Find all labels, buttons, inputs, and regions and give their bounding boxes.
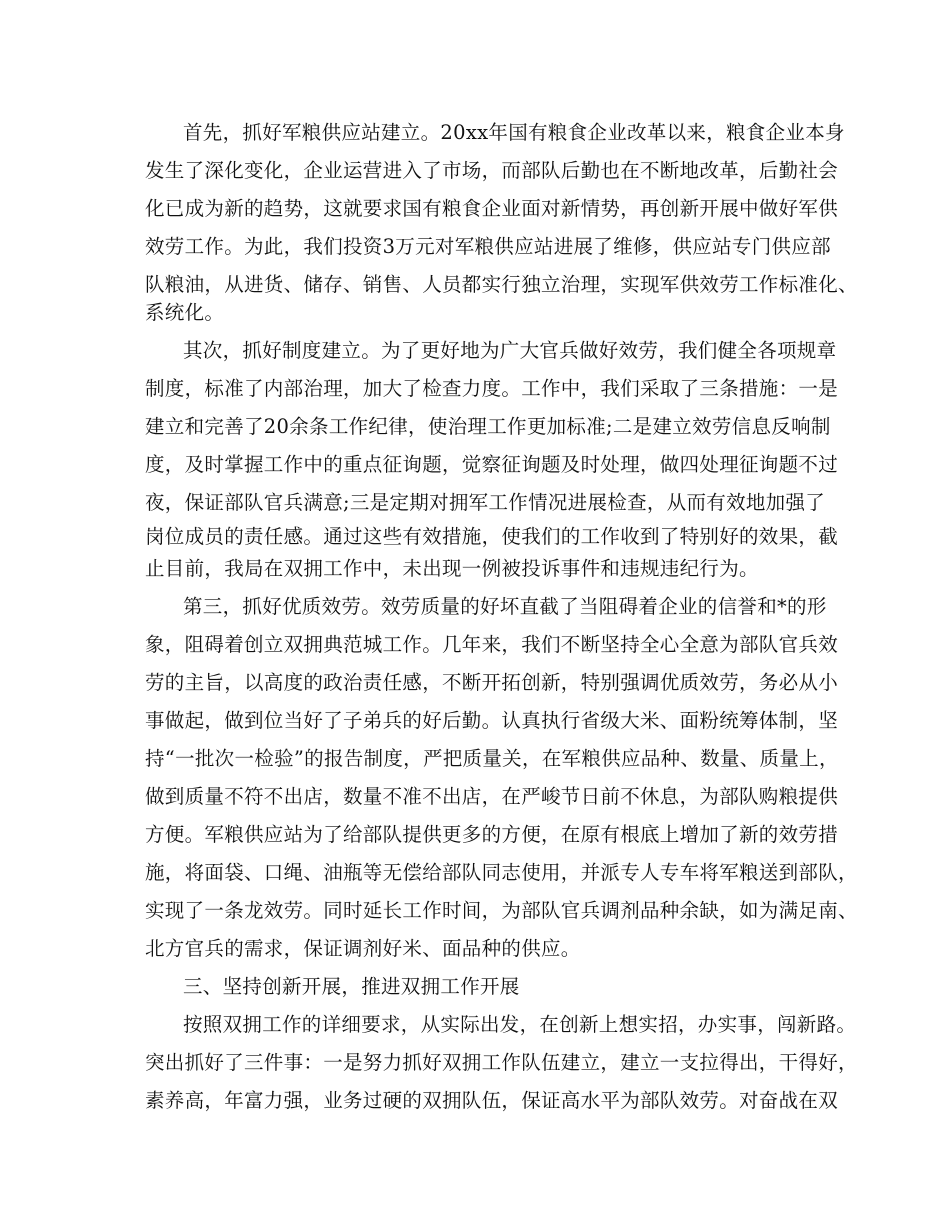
text-line: 施，将面袋、口绳、油瓶等无偿给部队同志使用，并派专人专车将军粮送到部队， bbox=[145, 861, 858, 884]
text-line: 突出抓好了三件事：一是努力抓好双拥工作队伍建立，建立一支拉得出，干得好， bbox=[145, 1051, 858, 1074]
text-line: 持“一批次一检验”的报告制度，严把质量关，在军粮供应品种、数量、质量上， bbox=[145, 747, 839, 770]
text-line: 方便。军粮供应站为了给部队提供更多的方便，在原有根底上增加了新的效劳措 bbox=[145, 823, 839, 846]
text-line: 北方官兵的需求，保证调剂好米、面品种的供应。 bbox=[145, 937, 581, 960]
text-line: 首先，抓好军粮供应站建立。20xx年国有粮食企业改革以来，粮食企业本身 bbox=[183, 121, 845, 144]
text-line: 做到质量不符不出店，数量不准不出店，在严峻节日前不休息，为部队购粮提供 bbox=[145, 785, 839, 808]
text-line: 素养高，年富力强，业务过硬的双拥队伍，保证高水平为部队效劳。对奋战在双 bbox=[145, 1089, 839, 1112]
text-line: 制度，标准了内部治理，加大了检查力度。工作中，我们采取了三条措施：一是 bbox=[145, 377, 839, 400]
text-line: 岗位成员的责任感。通过这些有效措施，使我们的工作收到了特别好的效果，截 bbox=[145, 525, 839, 548]
text-line: 度，及时掌握工作中的重点征询题，觉察征询题及时处理，做四处理征询题不过 bbox=[145, 453, 839, 476]
text-line: 实现了一条龙效劳。同时延长工作时间，为部队官兵调剂品种余缺，如为满足南、 bbox=[145, 899, 858, 922]
section-heading: 三、坚持创新开展，推进双拥工作开展 bbox=[183, 975, 520, 998]
text-line: 建立和完善了20余条工作纪律，使治理工作更加标准;二是建立效劳信息反响制 bbox=[145, 415, 831, 438]
text-line: 劳的主旨，以高度的政治责任感，不断开拓创新，特别强调优质效劳，务必从小 bbox=[145, 671, 839, 694]
text-line: 效劳工作。为此，我们投资3万元对军粮供应站进展了维修，供应站专门供应部 bbox=[145, 235, 831, 258]
text-line: 系统化。 bbox=[145, 301, 225, 324]
text-line: 夜，保证部队官兵满意;三是定期对拥军工作情况进展检查，从而有效地加强了 bbox=[145, 491, 826, 514]
text-line: 化已成为新的趋势，这就要求国有粮食企业面对新情势，再创新开展中做好军供 bbox=[145, 197, 839, 220]
text-line: 按照双拥工作的详细要求，从实际出发，在创新上想实招，办实事，闯新路。 bbox=[183, 1013, 857, 1036]
text-line: 发生了深化变化，企业运营进入了市场，而部队后勤也在不断地改革，后勤社会 bbox=[145, 159, 839, 182]
text-line: 队粮油，从进货、储存、销售、人员都实行独立治理，实现军供效劳工作标准化、 bbox=[145, 273, 858, 296]
text-line: 其次，抓好制度建立。为了更好地为广大官兵做好效劳，我们健全各项规章 bbox=[183, 339, 837, 362]
text-line: 象，阻碍着创立双拥典范城工作。几年来，我们不断坚持全心全意为部队官兵效 bbox=[145, 633, 839, 656]
text-line: 第三，抓好优质效劳。效劳质量的好坏直截了当阻碍着企业的信誉和*的形 bbox=[183, 595, 827, 618]
text-line: 止目前，我局在双拥工作中，未出现一例被投诉事件和违规违纪行为。 bbox=[145, 557, 759, 580]
text-line: 事做起，做到位当好了子弟兵的好后勤。认真执行省级大米、面粉统筹体制，坚 bbox=[145, 709, 839, 732]
